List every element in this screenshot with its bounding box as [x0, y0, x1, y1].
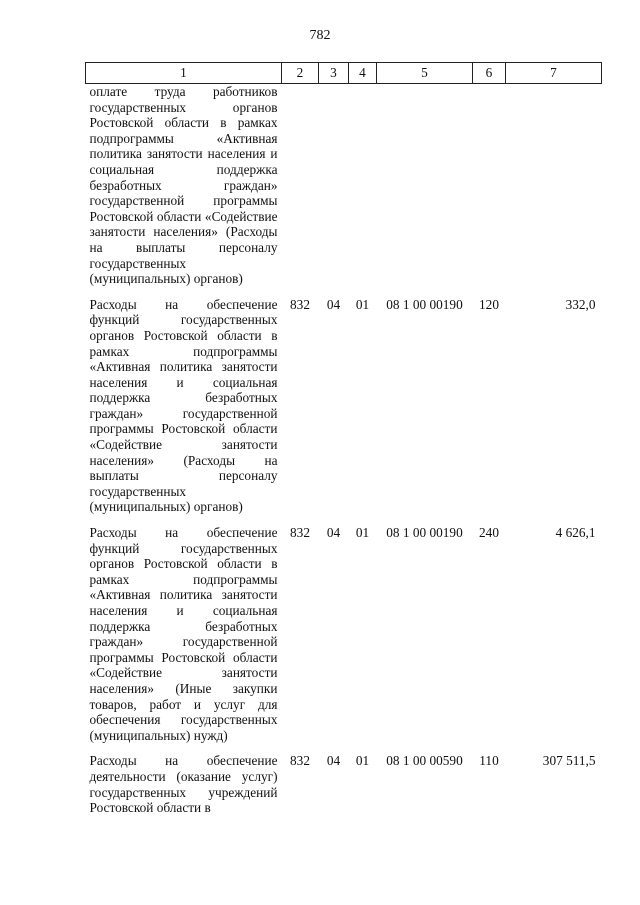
row-amount: 332,0	[565, 296, 596, 312]
table-row	[86, 753, 602, 825]
row-section-code	[319, 84, 349, 297]
row-subsection-code: 01	[355, 296, 370, 312]
row-expense-type: 110	[479, 753, 499, 769]
row-subsection-code: 01	[355, 753, 370, 769]
row-expense-type	[473, 84, 506, 297]
column-header-3: 3	[319, 63, 349, 84]
page-number: 782	[309, 28, 331, 43]
row-description: Расходы на обеспечение функций государственных органов Ростовской области в рамках подпрограммы «Активная политика занятости населения и социальная поддержка безработных граждан» государственной программы Ростовской области «Содействие занятости населения» (Расходы на выплаты персоналу государственных (муниципальных) органов)	[89, 296, 278, 515]
column-header-5: 5	[377, 63, 473, 84]
table-row	[86, 525, 602, 753]
row-target-code: 08 1 00 00190	[386, 296, 463, 312]
table-row	[86, 297, 602, 525]
row-target-code	[377, 84, 473, 297]
row-ministry-code: 832	[290, 753, 310, 769]
row-amount: 4 626,1	[555, 525, 596, 541]
table-row	[86, 84, 602, 297]
column-header-7: 7	[506, 63, 602, 84]
row-expense-type: 240	[479, 525, 499, 541]
row-description: Расходы на обеспечение функций государственных органов Ростовской области в рамках подпрограммы «Активная политика занятости населения и социальная поддержка безработных граждан» государственной программы Ростовской области «Содействие занятости населения» (Иные закупки товаров, работ и услуг для обеспечения государственных (муниципальных) нужд)	[89, 525, 278, 743]
row-amount	[506, 84, 602, 297]
row-target-code: 08 1 00 00190	[386, 525, 463, 541]
row-section-code: 04	[326, 753, 341, 769]
row-amount: 307 511,5	[542, 753, 596, 769]
column-header-2: 2	[282, 63, 319, 84]
row-target-code: 08 1 00 00590	[386, 753, 463, 769]
table-header-row	[86, 63, 602, 84]
column-header-6: 6	[473, 63, 506, 84]
row-ministry-code: 832	[290, 296, 310, 312]
row-ministry-code: 832	[290, 525, 310, 541]
row-section-code: 04	[326, 525, 341, 541]
row-section-code: 04	[326, 296, 341, 312]
row-description: оплате труда работников государственных органов Ростовской области в рамках подпрограммы «Активная политика занятости населения и социальная поддержка безработных граждан» государственной программы Ростовской области «Содействие занятости населения» (Расходы на выплаты персоналу государственных (муниципальных) органов)	[89, 84, 278, 287]
column-header-1: 1	[86, 63, 282, 84]
row-subsection-code	[349, 84, 377, 297]
row-expense-type: 120	[479, 296, 499, 312]
row-description: Расходы на обеспечение деятельности (оказание услуг) государственных учреждений Ростовской области в	[89, 753, 278, 816]
budget-table	[85, 62, 602, 826]
row-subsection-code: 01	[355, 525, 370, 541]
column-header-4: 4	[349, 63, 377, 84]
row-ministry-code	[282, 84, 319, 297]
